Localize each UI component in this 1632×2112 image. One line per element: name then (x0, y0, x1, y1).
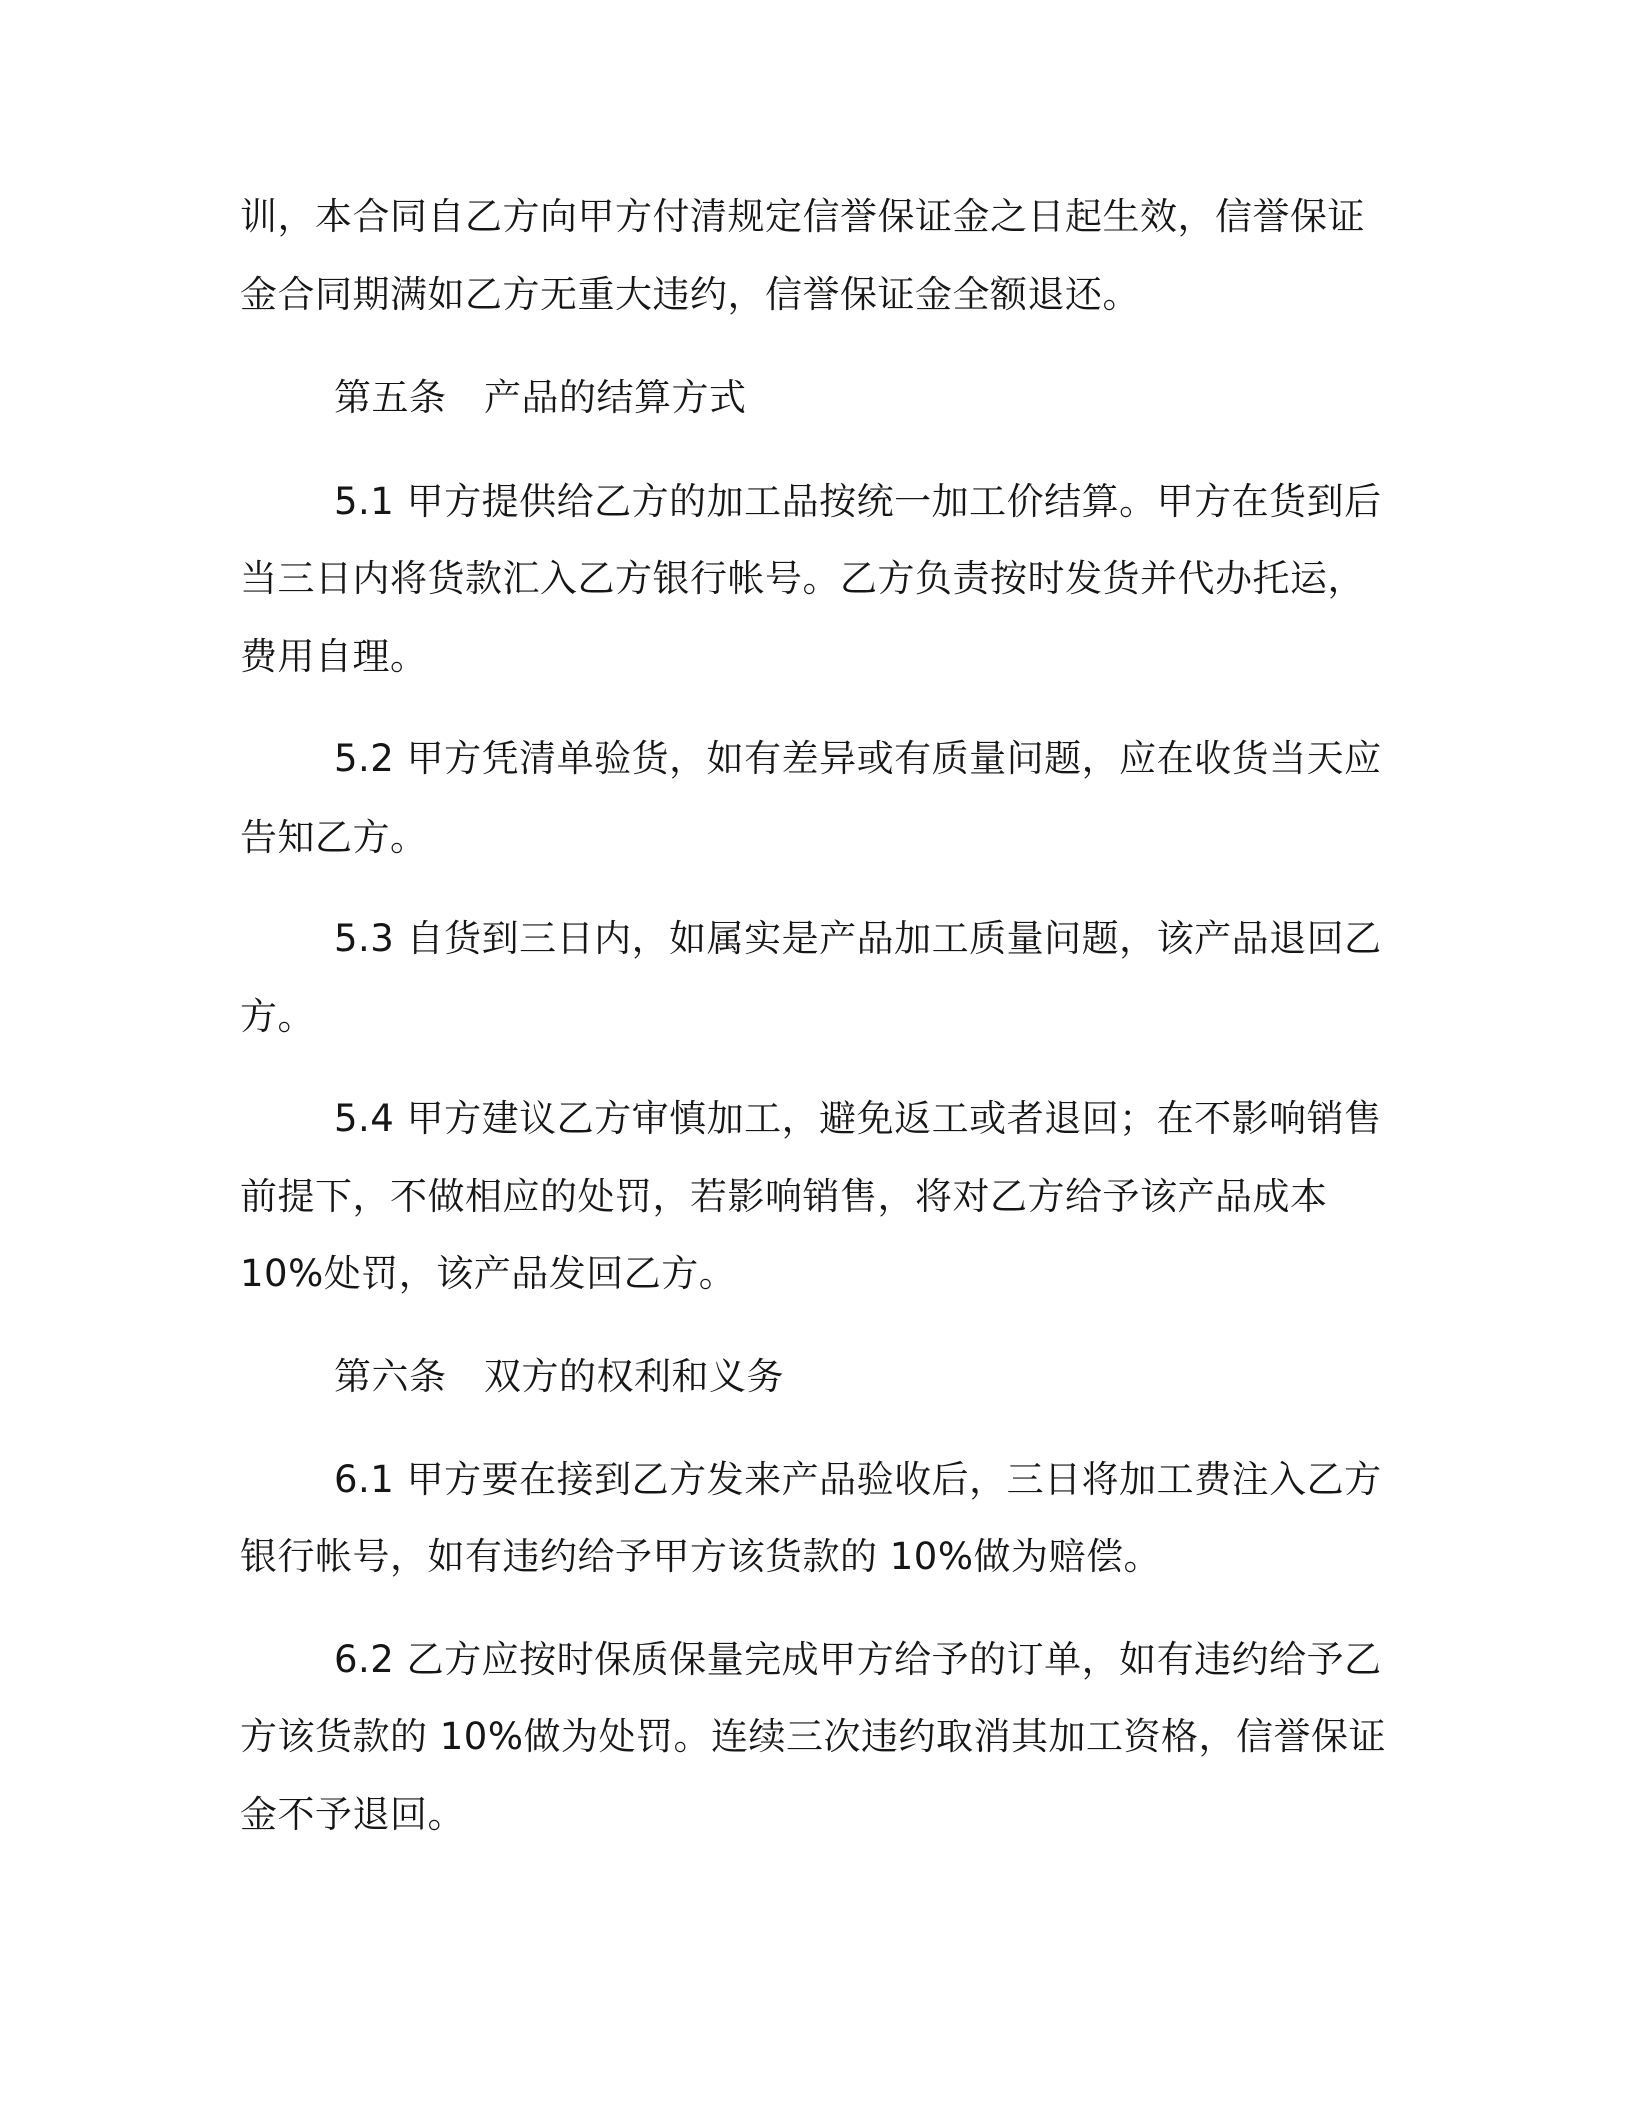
clause-line: 6.2 乙方应按时保质保量完成甲方给予的订单，如有违约给予乙 (334, 1638, 1382, 1681)
clause-line: 费用自理。 (240, 635, 428, 678)
clause-line: 方该货款的 10%做为处罚。连续三次违约取消其加工资格，信誉保证 (240, 1715, 1386, 1758)
clause-line: 金不予退回。 (240, 1793, 465, 1836)
clause-line: 告知乙方。 (240, 816, 428, 859)
clause-line: 10%处罚，该产品发回乙方。 (240, 1252, 737, 1295)
clause-line: 银行帐号，如有违约给予甲方该货款的 10%做为赔偿。 (240, 1535, 1161, 1578)
clause-line: 5.1 甲方提供给乙方的加工品按统一加工价结算。甲方在货到后 (334, 480, 1382, 523)
article-heading: 第五条 产品的结算方式 (334, 376, 747, 419)
clause-line: 前提下，不做相应的处罚，若影响销售，将对乙方给予该产品成本 (240, 1175, 1328, 1218)
clause-line: 方。 (240, 995, 315, 1038)
article-heading: 第六条 双方的权利和义务 (334, 1355, 784, 1398)
text-line: 训，本合同自乙方向甲方付清规定信誉保证金之日起生效，信誉保证 (240, 195, 1365, 238)
clause-line: 当三日内将货款汇入乙方银行帐号。乙方负责按时发货并代办托运， (240, 557, 1365, 600)
clause-line: 5.4 甲方建议乙方审慎加工，避免返工或者退回；在不影响销售 (334, 1097, 1382, 1140)
clause-line: 5.3 自货到三日内，如属实是产品加工质量问题，该产品退回乙 (334, 917, 1382, 960)
clause-line: 5.2 甲方凭清单验货，如有差异或有质量问题，应在收货当天应 (334, 737, 1382, 780)
clause-line: 6.1 甲方要在接到乙方发来产品验收后，三日将加工费注入乙方 (334, 1458, 1382, 1501)
text-line: 金合同期满如乙方无重大违约，信誉保证金全额退还。 (240, 273, 1140, 316)
